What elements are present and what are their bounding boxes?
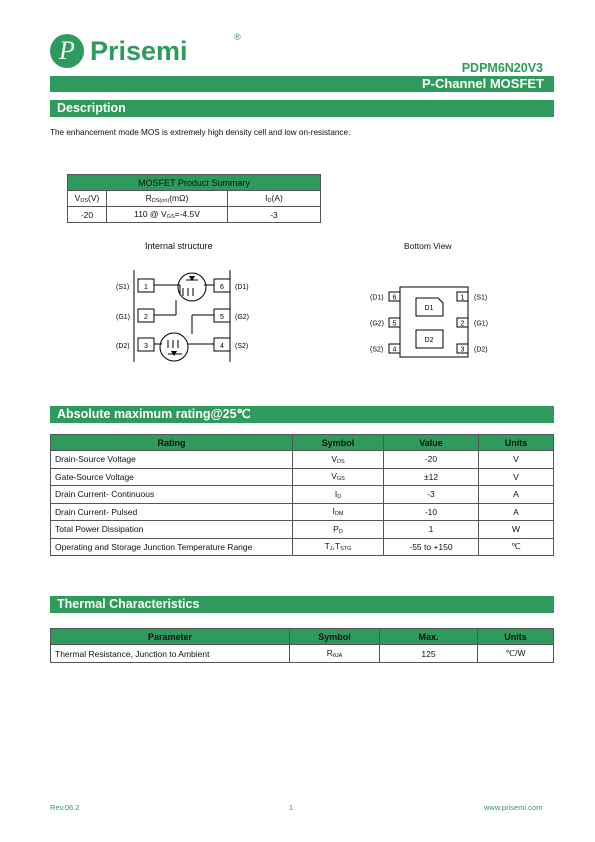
summary-col-vds: $V_{DS}(V)$: [68, 191, 107, 207]
summary-vds-value: -20: [68, 207, 107, 223]
footer-website-link[interactable]: www.prisemi.com: [484, 803, 543, 812]
summary-header-row: [68, 191, 321, 207]
product-type: P-Channel MOSFET: [421, 76, 544, 91]
bv-label-d2: (D2): [474, 346, 488, 354]
thermal-heading: Thermal Characteristics: [57, 597, 200, 611]
col-symbol: Symbol: [290, 629, 380, 645]
svg-text:1: 1: [460, 294, 465, 302]
product-type-bar: [50, 76, 554, 92]
table-row: Drain Current- Pulsed $I_{DM}$ -10 A: [51, 503, 554, 521]
footer-revision: Rev.06.2: [50, 803, 80, 812]
bottom-view-diagram: [360, 282, 500, 362]
abs-max-header-row: [51, 435, 554, 451]
die-d1-label: D1: [424, 305, 434, 312]
col-max: Max.: [380, 629, 478, 645]
svg-text:4: 4: [392, 346, 397, 354]
footer-page-number: 1: [289, 803, 294, 812]
bv-label-s1: (S1): [474, 294, 488, 302]
col-value: Value: [384, 435, 479, 451]
svg-text:5: 5: [392, 320, 397, 328]
pin-num-5: 5: [220, 314, 224, 321]
summary-col-id: $I_D(A)$: [228, 191, 321, 207]
die-d2-label: D2: [424, 337, 434, 344]
abs-max-heading-bar: [50, 406, 554, 423]
col-symbol: Symbol: [293, 435, 384, 451]
pin-num-4: 4: [220, 343, 224, 350]
bv-label-g2: (G2): [370, 320, 384, 328]
thermal-heading-bar: [50, 596, 554, 613]
summary-rds-value: 110 @ $V_{GS}=-4.5V$: [107, 207, 228, 223]
thermal-table: [50, 628, 554, 663]
pin-label-d2: (D2): [116, 343, 130, 350]
part-number: PDPM6N20V3: [461, 61, 543, 75]
pin-label-s1: (S1): [116, 284, 130, 291]
description-heading-bar: [50, 100, 554, 117]
table-row: Thermal Resistance, Junction to Ambient $R_{\theta JA}$ 125 ℃/W: [51, 645, 554, 663]
internal-structure-label: Internal structure: [145, 241, 213, 251]
pin-num-3: 3: [144, 343, 148, 350]
summary-id-value: -3: [228, 207, 321, 223]
logo-wordmark: Prisemi: [90, 36, 188, 66]
pin-num-6: 6: [220, 284, 224, 291]
table-row: Gate-Source Voltage $V_{GS}$ ±12 V: [51, 468, 554, 486]
description-text: The enhancement mode MOS is extremely high density cell and low on-resistance.: [50, 128, 351, 137]
pin-label-s2: (S2): [235, 343, 249, 350]
pin-num-2: 2: [144, 314, 148, 321]
logo-mark-letter: P: [59, 36, 75, 65]
col-parameter: Parameter: [51, 629, 290, 645]
table-row: Operating and Storage Junction Temperature Range $T_J,T_{STG}$ -55 to +150 ℃: [51, 538, 554, 556]
svg-text:2: 2: [460, 320, 465, 328]
pin-label-d1: (D1): [235, 284, 249, 291]
summary-value-row: [68, 207, 321, 223]
bv-label-d1: (D1): [370, 294, 384, 302]
pin-label-g1: (G1): [116, 314, 130, 321]
brand-logo: [50, 32, 241, 68]
pin-num-1: 1: [144, 284, 148, 291]
bv-label-s2: (S2): [370, 346, 384, 354]
col-rating: Rating: [51, 435, 293, 451]
col-units: Units: [478, 629, 554, 645]
internal-structure-diagram: [100, 262, 260, 370]
svg-text:6: 6: [392, 294, 397, 302]
description-heading: Description: [57, 101, 126, 115]
table-row: Total Power Dissipation $P_D$ 1 W: [51, 521, 554, 539]
col-units: Units: [479, 435, 554, 451]
pin-label-g2: (G2): [235, 314, 249, 321]
table-row: Drain Current- Continuous $I_D$ -3 A: [51, 486, 554, 504]
bv-label-g1: (G1): [474, 320, 488, 328]
svg-text:3: 3: [460, 346, 465, 354]
bottom-view-label: Bottom View: [404, 241, 452, 251]
mosfet-2-symbol: [160, 333, 188, 361]
summary-col-rds: $R_{DS(on)}(m\Omega)$: [107, 191, 228, 207]
abs-max-table: [50, 434, 554, 556]
registered-mark: ®: [234, 32, 241, 42]
product-summary-table: [67, 174, 321, 223]
summary-caption: MOSFET Product Summary: [68, 175, 321, 191]
abs-max-heading: Absolute maximum rating@25℃: [57, 407, 251, 421]
thermal-header-row: [51, 629, 554, 645]
table-row: Drain-Source Voltage $V_{DS}$ -20 V: [51, 451, 554, 469]
